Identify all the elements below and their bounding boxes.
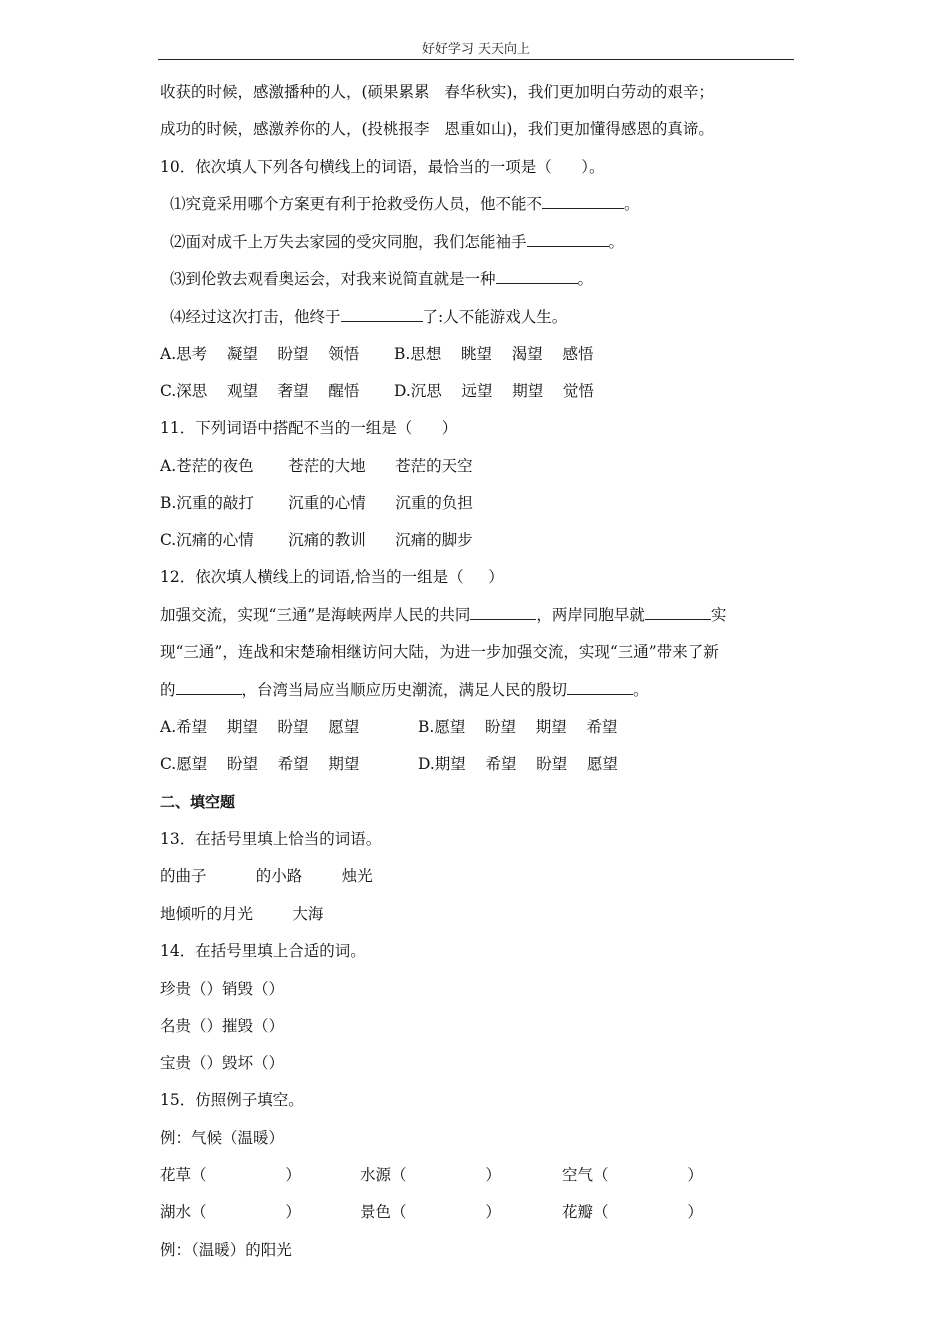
q14-line-1: 珍贵（）销毁（） [160, 980, 285, 998]
q12-stem: 12．依次填人横线上的词语,恰当的一组是（ ） [160, 568, 504, 586]
q11-option-b: B.沉重的敲打 沉重的心情 沉重的负担 [160, 494, 473, 512]
q15-stem: 15．仿照例子填空。 [160, 1091, 304, 1109]
answer-blank[interactable] [542, 194, 624, 209]
q12-passage-line-2: 现“三通”，连战和宋楚瑜相继访问大陆，为进一步加强交流，实现“三通”带来了新 [160, 643, 719, 661]
q15-example-2: 例：（温暖）的阳光 [160, 1241, 292, 1259]
q14-line-2: 名贵（）摧毁（） [160, 1017, 285, 1035]
intro-line-2: 成功的时候，感激养你的人，(投桃报李 恩重如山)，我们更加懂得感恩的真谛。 [160, 120, 714, 138]
q12-option-d: D.期望 希望 盼望 愿望 [418, 755, 618, 773]
q14-line-3: 宝贵（）毁坏（） [160, 1054, 285, 1072]
answer-blank[interactable] [496, 269, 578, 284]
q15-item-petals[interactable]: 花瓣（ ） [562, 1203, 703, 1221]
page-header: 好好学习 天天向上 [421, 42, 531, 57]
q15-item-lake-water[interactable]: 湖水（ ） [160, 1203, 301, 1221]
q11-option-c: C.沉痛的心情 沉痛的教训 沉痛的脚步 [160, 531, 473, 549]
q12-passage-line-1: 加强交流，实现“三通”是海峡两岸人民的共同 ，两岸同胞早就 实 [160, 606, 727, 624]
q10-sentence-2: ⑵面对成千上万失去家园的受灾同胞，我们怎能袖手 。 [170, 233, 625, 251]
answer-blank[interactable] [567, 680, 633, 695]
q15-item-flowers-grass[interactable]: 花草（ ） [160, 1166, 301, 1184]
q10-sentence-4: ⑷经过这次打击，他终于 了:人不能游戏人生。 [170, 308, 568, 326]
answer-blank[interactable] [470, 605, 536, 620]
section-title: 二、填空题 [160, 793, 236, 811]
q12-option-c: C.愿望 盼望 希望 期望 [160, 755, 360, 773]
q15-item-air[interactable]: 空气（ ） [562, 1166, 703, 1184]
q13-line-2: 地倾听的月光 大海 [160, 905, 324, 923]
intro-line-1: 收获的时候，感激播种的人，(硕果累累 春华秋实)，我们更加明白劳动的艰辛； [160, 83, 714, 101]
q12-option-a: A.希望 期望 盼望 愿望 [160, 718, 360, 736]
answer-blank[interactable] [645, 605, 711, 620]
q11-stem: 11．下列词语中搭配不当的一组是（ ） [160, 419, 458, 437]
q11-option-a: A.苍茫的夜色 苍茫的大地 苍茫的天空 [160, 457, 473, 475]
q10-stem: 10．依次填人下列各句横线上的词语，最恰当的一项是（ ）。 [160, 158, 605, 176]
answer-blank[interactable] [341, 307, 423, 322]
q10-option-a: A.思考 凝望 盼望 领悟 [160, 345, 360, 363]
q10-option-b: B.思想 眺望 渴望 感悟 [394, 345, 594, 363]
q10-option-c: C.深思 观望 奢望 醒悟 [160, 382, 360, 400]
q10-sentence-3: ⑶到伦敦去观看奥运会，对我来说简直就是一种 。 [170, 270, 594, 288]
answer-blank[interactable] [527, 232, 609, 247]
q12-option-b: B.愿望 盼望 期望 希望 [418, 718, 618, 736]
q12-passage-line-3: 的 ，台湾当局应当顺应历史潮流，满足人民的殷切 。 [160, 681, 649, 699]
header-divider [158, 59, 794, 60]
q10-sentence-1: ⑴究竟采用哪个方案更有利于抢救受伤人员，他不能不 。 [170, 195, 640, 213]
q10-option-d: D.沉思 远望 期望 觉悟 [394, 382, 594, 400]
q14-stem: 14．在括号里填上合适的词。 [160, 942, 366, 960]
answer-blank[interactable] [176, 680, 242, 695]
q13-line-1: 的曲子 的小路 烛光 [160, 867, 373, 885]
q15-item-water-source[interactable]: 水源（ ） [360, 1166, 501, 1184]
q15-example-1: 例：气候（温暖） [160, 1129, 285, 1147]
q15-item-scenery[interactable]: 景色（ ） [360, 1203, 501, 1221]
q13-stem: 13．在括号里填上恰当的词语。 [160, 830, 382, 848]
